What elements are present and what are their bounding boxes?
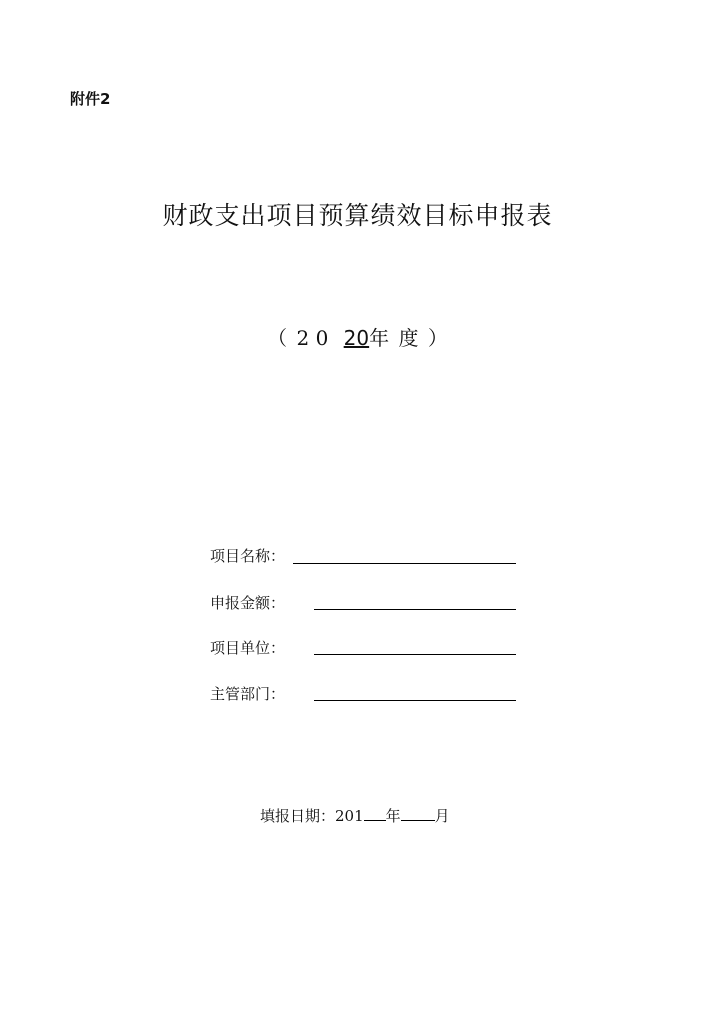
year-line bbox=[0, 322, 715, 351]
fill-date-year-blank[interactable] bbox=[364, 819, 386, 821]
year-open-paren: （ bbox=[267, 326, 288, 350]
form-title: 财政支出项目预算绩效目标申报表 bbox=[162, 201, 553, 230]
field-label: 申报金额： bbox=[210, 594, 286, 612]
fill-date-year-prefix: 201 bbox=[335, 807, 364, 825]
department-blank[interactable] bbox=[314, 699, 516, 701]
project-name-blank[interactable] bbox=[314, 562, 516, 564]
fill-date-month-blank[interactable] bbox=[401, 819, 435, 821]
field-amount bbox=[210, 592, 314, 613]
year-close-paren: ） bbox=[427, 326, 448, 350]
project-name-prefix-line bbox=[293, 562, 314, 564]
field-label: 项目名称： bbox=[210, 547, 286, 565]
amount-blank[interactable] bbox=[314, 608, 516, 610]
field-department bbox=[210, 683, 314, 704]
fill-date-month-char: 月 bbox=[434, 807, 450, 825]
field-unit bbox=[210, 637, 314, 658]
year-prefix: 2 0 bbox=[296, 326, 329, 350]
fill-date-year-char: 年 bbox=[385, 807, 401, 825]
year-value[interactable]: 20 bbox=[343, 326, 370, 350]
unit-blank[interactable] bbox=[314, 653, 516, 655]
fill-date-label: 填报日期： bbox=[260, 807, 336, 825]
field-label: 主管部门： bbox=[210, 685, 286, 703]
field-label: 项目单位： bbox=[210, 639, 286, 657]
fill-date-line bbox=[260, 805, 450, 826]
year-char: 年 bbox=[369, 326, 390, 350]
du-char: 度 bbox=[398, 326, 419, 350]
attachment-label: 附件2 bbox=[70, 90, 111, 108]
